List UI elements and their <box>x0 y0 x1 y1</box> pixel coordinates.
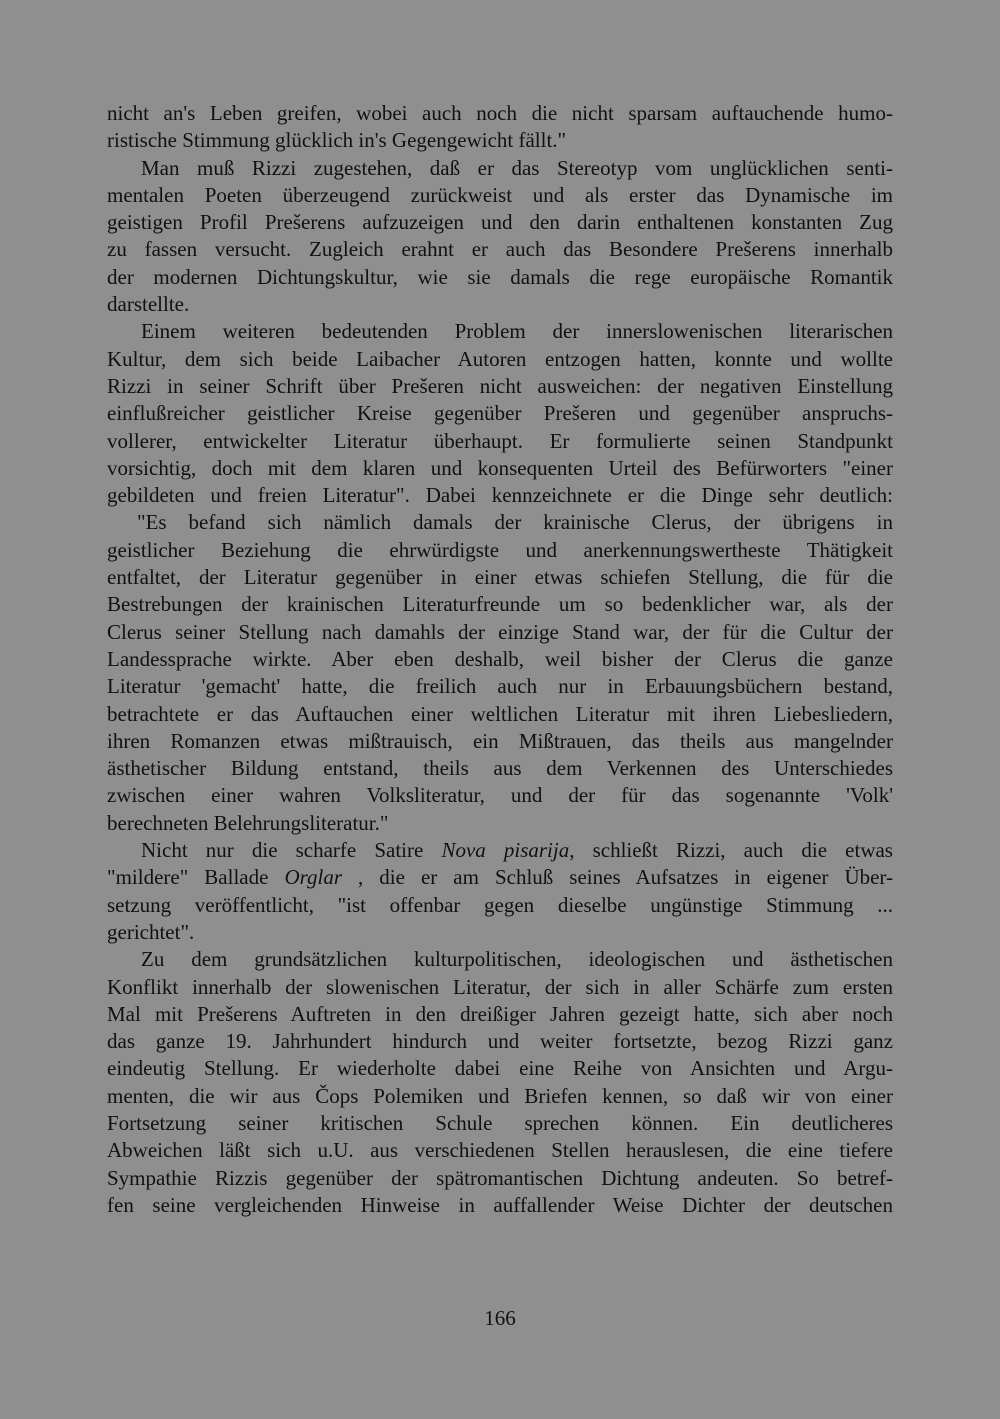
text-line: "mildere" Ballade Orglar , die er am Schluß seines Aufsatzes in eigener Über- <box>107 865 893 890</box>
text-line: zwischen einer wahren Volksliteratur, und der für das sogenannte 'Volk' <box>107 783 893 808</box>
text-line: der modernen Dichtungskultur, wie sie damals die rege europäische Romantik <box>107 264 893 289</box>
text-line: nicht an's Leben greifen, wobei auch noch die nicht sparsam auftauchende humo- <box>107 101 893 125</box>
italic-title: Nova pisarija <box>441 838 570 863</box>
text-line: berechneten Belehrungsliteratur." <box>107 810 389 835</box>
text-line: zu fassen versucht. Zugleich erahnt er auch das Besondere Prešerens innerhalb <box>107 237 893 262</box>
text-line: Mal mit Prešerens Auftreten in den dreißiger Jahren gezeigt hatte, sich aber noch <box>107 1001 893 1026</box>
text-line: vollerer, entwickelter Literatur überhaupt. Er formulierte seinen Standpunkt <box>107 428 893 453</box>
text-line: Literatur 'gemacht' hatte, die freilich auch nur in Erbauungsbüchern bestand, <box>107 674 893 699</box>
text-line: mentalen Poeten überzeugend zurückweist und als erster das Dynamische im <box>107 182 893 207</box>
text-line: setzung veröffentlicht, "ist offenbar gegen dieselbe ungünstige Stimmung ... <box>107 892 893 917</box>
text-line: eindeutig Stellung. Er wiederholte dabei eine Reihe von Ansichten und Argu- <box>107 1056 893 1081</box>
text-line: entfaltet, der Literatur gegenüber in einer etwas schiefen Stellung, die für die <box>107 565 893 590</box>
text-line: Kultur, dem sich beide Laibacher Autoren entzogen hatten, konnte und wollte <box>107 346 893 371</box>
text-line: gerichtet". <box>107 919 195 944</box>
text-line: gebildeten und freien Literatur". Dabei kennzeichnete er die Dinge sehr deutlich: <box>107 483 893 508</box>
text-line: "Es befand sich nämlich damals der krainische Clerus, der übrigens in <box>137 510 893 535</box>
text-line: Konflikt innerhalb der slowenischen Literatur, der sich in aller Schärfe zum ersten <box>107 974 893 999</box>
text-line: vorsichtig, doch mit dem klaren und konsequenten Urteil des Befürworters "einer <box>107 455 893 480</box>
text-line: Sympathie Rizzis gegenüber der spätromantischen Dichtung andeuten. So betref- <box>107 1165 893 1190</box>
text-line: betrachtete er das Auftauchen einer weltlichen Literatur mit ihren Liebesliedern, <box>107 701 893 726</box>
text-line: Bestrebungen der krainischen Literaturfreunde um so bedenklicher war, als der <box>107 592 893 617</box>
text-line: Man muß Rizzi zugestehen, daß er das Stereotyp vom unglücklichen senti- <box>141 155 893 180</box>
text-line: Clerus seiner Stellung nach damahls der einzige Stand war, der für die Cultur der <box>107 619 893 644</box>
text-line: menten, die wir aus Čops Polemiken und Briefen kennen, so daß wir von einer <box>107 1083 893 1108</box>
text-line: das ganze 19. Jahrhundert hindurch und weiter fortsetzte, bezog Rizzi ganz <box>107 1029 893 1054</box>
text-line: fen seine vergleichenden Hinweise in auffallender Weise Dichter der deutschen <box>107 1192 893 1217</box>
text-line: darstellte. <box>107 292 190 317</box>
text-line: Nicht nur die scharfe Satire Nova pisarija, schließt Rizzi, auch die etwas <box>141 838 893 863</box>
text-line: einflußreicher geistlicher Kreise gegenüber Prešeren und gegenüber anspruchs- <box>107 401 893 426</box>
text-line: Einem weiteren bedeutenden Problem der innerslowenischen literarischen <box>141 319 893 344</box>
text-line: Abweichen läßt sich u.U. aus verschiedenen Stellen herauslesen, die eine tiefere <box>107 1138 893 1163</box>
text-line: Landessprache wirkte. Aber eben deshalb, weil bisher der Clerus die ganze <box>107 646 893 671</box>
text-line: Rizzi in seiner Schrift über Prešeren nicht ausweichen: der negativen Einstellung <box>107 373 893 398</box>
text-line: ihren Romanzen etwas mißtrauisch, ein Mißtrauen, das theils aus mangelnder <box>107 728 893 753</box>
text-line: ristische Stimmung glücklich in's Gegengewicht fällt." <box>107 128 567 153</box>
text-line: ästhetischer Bildung entstand, theils aus dem Verkennen des Unterschiedes <box>107 756 893 781</box>
body-text <box>107 100 893 1219</box>
page-number: 166 <box>484 1306 516 1330</box>
text-line: geistlicher Beziehung die ehrwürdigste und anerkennungswertheste Thätigkeit <box>107 537 893 562</box>
italic-title: Orglar <box>284 865 343 890</box>
text-line: Fortsetzung seiner kritischen Schule sprechen können. Ein deutlicheres <box>107 1110 893 1135</box>
text-line: geistigen Profil Prešerens aufzuzeigen und den darin enthaltenen konstanten Zug <box>107 210 893 235</box>
text-line: Zu dem grundsätzlichen kulturpolitischen, ideologischen und ästhetischen <box>141 947 893 972</box>
